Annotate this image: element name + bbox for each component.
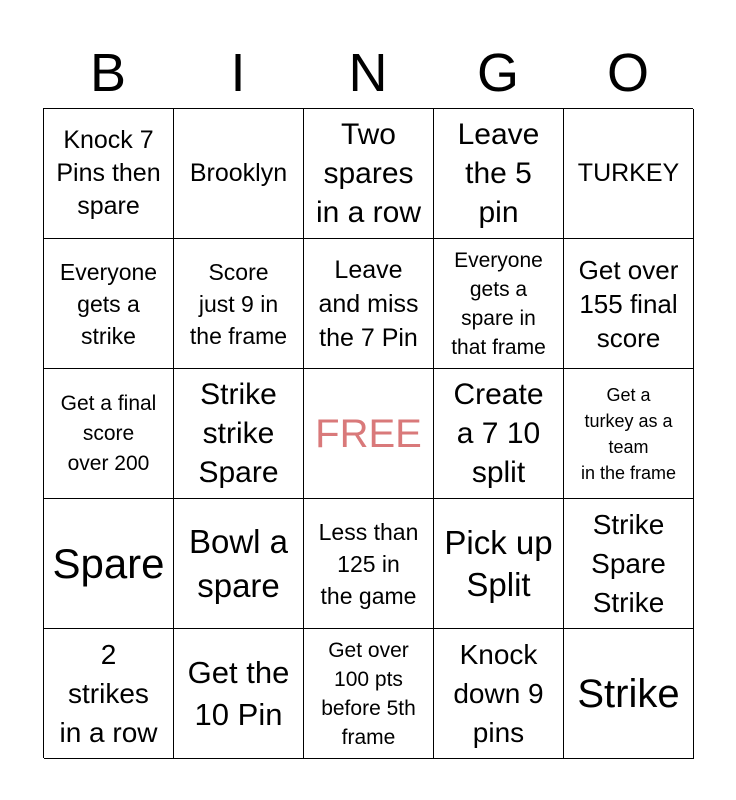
cell-text: Everyone gets a strike (59, 258, 158, 349)
header-letter-i: I (230, 43, 246, 103)
cell-text: Leave the 5 pin (457, 118, 540, 229)
cell-text: Brooklyn (189, 159, 288, 187)
bingo-cell[interactable] (304, 109, 434, 239)
cell-text: Spare (52, 539, 165, 587)
cell-text: Less than 125 in the game (318, 518, 419, 609)
bingo-cell[interactable] (174, 499, 304, 629)
bingo-cell[interactable] (44, 499, 174, 629)
cell-text: Strike strike Spare (198, 378, 279, 489)
bingo-cell[interactable] (564, 369, 694, 499)
bingo-cell[interactable] (434, 369, 564, 499)
bingo-cell[interactable] (174, 109, 304, 239)
cell-text: TURKEY (577, 159, 680, 187)
bingo-cell[interactable] (174, 369, 304, 499)
bingo-cell[interactable] (434, 109, 564, 239)
bingo-cell[interactable] (304, 629, 434, 759)
bingo-cell[interactable] (434, 499, 564, 629)
bingo-cell[interactable] (564, 109, 694, 239)
bingo-cell[interactable] (434, 629, 564, 759)
bingo-grid (43, 108, 693, 758)
bingo-header (43, 38, 693, 108)
bingo-cell[interactable] (174, 239, 304, 369)
cell-text: Score just 9 in the frame (189, 258, 288, 349)
cell-text: Pick up Split (444, 523, 553, 603)
bingo-cell[interactable] (44, 369, 174, 499)
free-space-label: FREE (315, 411, 422, 456)
bingo-cell[interactable] (174, 629, 304, 759)
header-letter-n: N (348, 43, 388, 103)
cell-text: Get a final score over 200 (60, 391, 157, 475)
cell-text: Bowl a spare (188, 522, 289, 604)
cell-text: Create a 7 10 split (453, 378, 544, 489)
bingo-cell[interactable] (434, 239, 564, 369)
bingo-cell[interactable] (44, 239, 174, 369)
bingo-cell[interactable] (304, 499, 434, 629)
cell-text: Get over 100 pts before 5th frame (321, 638, 416, 749)
cell-text: Strike Spare Strike (591, 509, 666, 618)
header-letter-b: B (89, 43, 127, 103)
cell-text: Two spares in a row (315, 118, 422, 229)
header-letter-g: G (476, 43, 519, 103)
cell-text: Get a turkey as a team in the frame (580, 384, 677, 483)
cell-text: Strike (577, 671, 680, 716)
cell-text: Knock 7 Pins then spare (56, 126, 161, 220)
cell-text: Get the 10 Pin (187, 654, 290, 732)
bingo-cell[interactable] (564, 499, 694, 629)
cell-text: Leave and miss the 7 Pin (318, 255, 419, 352)
cell-text: 2 strikes in a row (59, 639, 158, 748)
cell-text: Everyone gets a spare in that frame (451, 248, 546, 359)
header-letter-o: O (606, 43, 649, 103)
cell-text: Knock down 9 pins (453, 639, 544, 748)
bingo-cell[interactable] (564, 239, 694, 369)
bingo-cell[interactable] (44, 629, 174, 759)
bingo-cell[interactable] (564, 629, 694, 759)
free-space-cell[interactable] (304, 369, 434, 499)
bingo-cell[interactable] (44, 109, 174, 239)
bingo-cell[interactable] (304, 239, 434, 369)
cell-text: Get over 155 final score (578, 254, 679, 353)
